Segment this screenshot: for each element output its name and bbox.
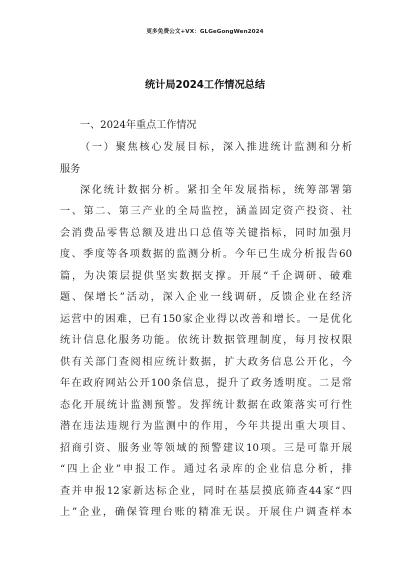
body-line: 度、季度等各项数据的监测分析。今年已生成分析报告60	[60, 249, 352, 260]
sub-heading-continuation: 服务	[60, 164, 81, 175]
sub-heading: （一）聚焦核心发展目标，深入推进统计监测和分析	[80, 142, 352, 153]
body-line: 潜在违法违规行为监测中的作用，今年共提出重大项目、	[60, 421, 352, 432]
document-title: 统计局2024工作情况总结	[144, 80, 266, 91]
body-line: 运营中的困难，已有150家企业得以改善和增长。一是优化	[60, 314, 352, 325]
body-line: 统计信息化服务功能。依统计数据管理制度，每月按权限	[60, 335, 352, 346]
body-line: 供有关部门查阅相应统计数据，扩大政务信息公开化，今	[60, 357, 352, 368]
body-line: 招商引资、服务业等领域的预警建议10项。三是可靠开展	[60, 443, 352, 454]
body-line: 上”企业，确保管理台账的精准无误。开展住户调查样本	[60, 507, 352, 518]
body-line: 态化开展统计监测预警。发挥统计数据在政策落实可行性	[60, 400, 352, 411]
body-line: 查并申报12家新达标企业，同时在基层摸底筛查44家“四	[60, 486, 352, 497]
watermark-header: 更多免费公文+VX：GLGeGongWen2024	[146, 29, 264, 35]
body-line: 年在政府网站公开100条信息，提升了政务透明度。二是常	[60, 378, 352, 389]
body-line: 会消费品零售总额及进出口总值等关键指标，同时加强月	[60, 228, 352, 239]
body-line: “四上企业”申报工作。通过名录库的企业信息分析，排	[60, 464, 352, 475]
body-line: 深化统计数据分析。紧扣全年发展指标，统筹部署第	[80, 185, 352, 196]
section-heading: 一、2024年重点工作情况	[80, 120, 197, 131]
body-line: 一、第二、第三产业的全局监控，涵盖固定资产投资、社	[60, 206, 352, 217]
body-line: 题、保增长”活动，深入企业一线调研，反馈企业在经济	[60, 292, 352, 303]
body-line: 篇，为决策层提供坚实数据支撑。开展“千企调研、破难	[60, 271, 352, 282]
